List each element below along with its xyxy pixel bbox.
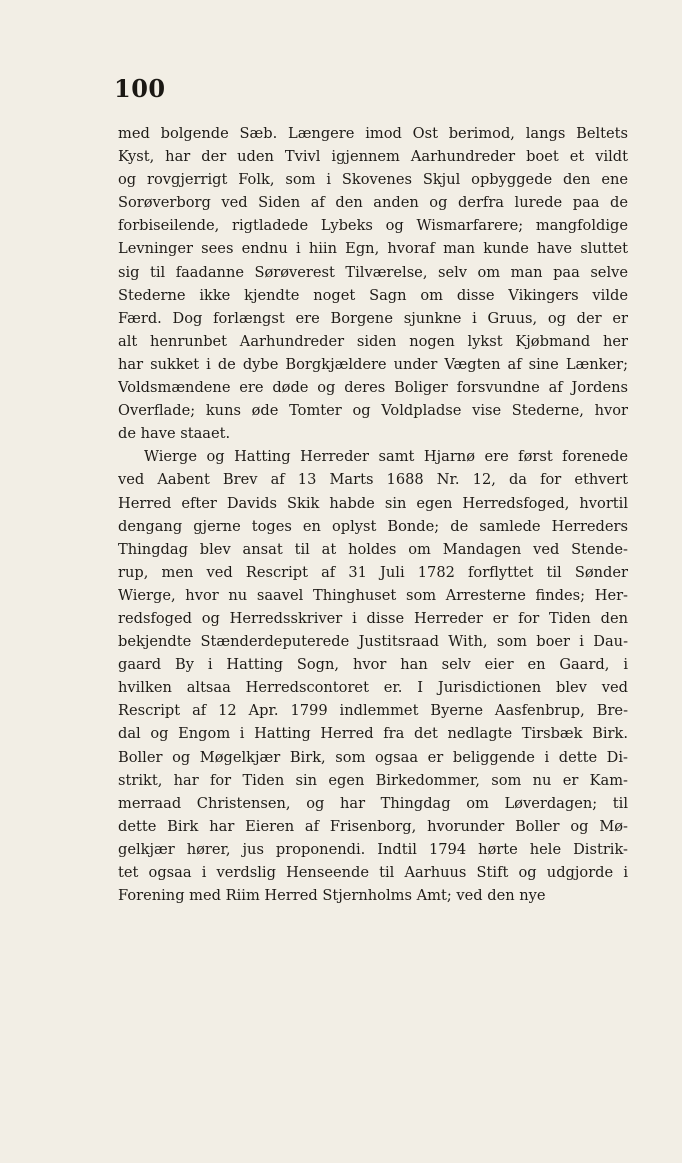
text-line: gelkjær hører, jus proponendi. Indtil 1794 hørte hele Distrik- bbox=[118, 840, 628, 858]
text-line: rup, men ved Rescript af 31 Juli 1782 forflyttet til Sønder bbox=[118, 563, 628, 581]
text-line: forbiseilende, rigtladede Lybeks og Wismarfarere; mangfoldige bbox=[118, 217, 628, 235]
text-line: tet ogsaa i verdslig Henseende til Aarhuus Stift og udgjorde i bbox=[118, 864, 628, 881]
text-line: hvilken altsaa Herredscontoret er. I Jurisdictionen blev ved bbox=[118, 679, 628, 697]
text-line: gaard By i Hatting Sogn, hvor han selv eier en Gaard, i bbox=[118, 656, 628, 674]
text-line: dengang gjerne toges en oplyst Bonde; de samlede Herreders bbox=[118, 517, 628, 535]
text-line: Forening med Riim Herred Stjernholms Amt; ved den nye bbox=[118, 887, 546, 905]
text-line: Stederne ikke kjendte noget Sagn om disse Vikingers vilde bbox=[118, 286, 628, 304]
text-line: sig til faadanne Sørøverest Tilværelse, selv om man paa selve bbox=[118, 263, 628, 281]
text-line: dette Birk har Eieren af Frisenborg, hvorunder Boller og Mø- bbox=[118, 817, 628, 835]
text-line: strikt, har for Tiden sin egen Birkedommer, som nu er Kam- bbox=[118, 771, 628, 789]
text-line: dal og Engom i Hatting Herred fra det nedlagte Tirsbæk Birk. bbox=[118, 725, 628, 743]
text-line: Boller og Møgelkjær Birk, som ogsaa er beliggende i dette Di- bbox=[118, 748, 628, 766]
text-line: Levninger sees endnu i hiin Egn, hvoraf man kunde have sluttet bbox=[118, 240, 628, 258]
text-line: merraad Christensen, og har Thingdag om Løverdagen; til bbox=[118, 794, 628, 812]
text-line: Rescript af 12 Apr. 1799 indlemmet Byerne Aasfenbrup, Bre- bbox=[118, 702, 628, 720]
text-line: Voldsmændene ere døde og deres Boliger forsvundne af Jordens bbox=[118, 379, 628, 397]
text-line: med bolgende Sæb. Længere imod Ost berimod, langs Beltets bbox=[118, 125, 628, 142]
text-line: Wierge, hvor nu saavel Thinghuset som Arresterne findes; Her- bbox=[118, 586, 628, 604]
text-line: Færd. Dog forlængst ere Borgene sjunkne i Gruus, og der er bbox=[118, 309, 628, 327]
text-line: har sukket i de dybe Borgkjældere under Vægten af sine Lænker; bbox=[118, 355, 628, 373]
text-line: Sorøverborg ved Siden af den anden og derfra lurede paa de bbox=[118, 194, 628, 212]
text-line: og rovgjerrigt Folk, som i Skovenes Skjul opbyggede den ene bbox=[118, 171, 628, 189]
body-text bbox=[118, 122, 628, 907]
text-line: alt henrunbet Aarhundreder siden nogen lykst Kjøbmand her bbox=[118, 332, 628, 350]
text-line: de have staaet. bbox=[118, 425, 231, 443]
text-line: Overflade; kuns øde Tomter og Voldpladse vise Stederne, hvor bbox=[118, 402, 628, 420]
text-line: Thingdag blev ansat til at holdes om Mandagen ved Stende- bbox=[118, 540, 628, 558]
text-line: Kyst, har der uden Tvivl igjennem Aarhundreder boet et vildt bbox=[118, 148, 628, 166]
text-line: Wierge og Hatting Herreder samt Hjarnø ere først forenede bbox=[144, 448, 628, 466]
text-line: bekjendte Stænderdeputerede Justitsraad With, som boer i Dau- bbox=[118, 633, 628, 651]
text-line: ved Aabent Brev af 13 Marts 1688 Nr. 12, da for ethvert bbox=[118, 471, 628, 489]
page-number: 100 bbox=[114, 74, 166, 103]
text-line: Herred efter Davids Skik habde sin egen Herredsfoged, hvortil bbox=[118, 494, 628, 512]
text-line: redsfoged og Herredsskriver i disse Herreder er for Tiden den bbox=[118, 609, 628, 627]
